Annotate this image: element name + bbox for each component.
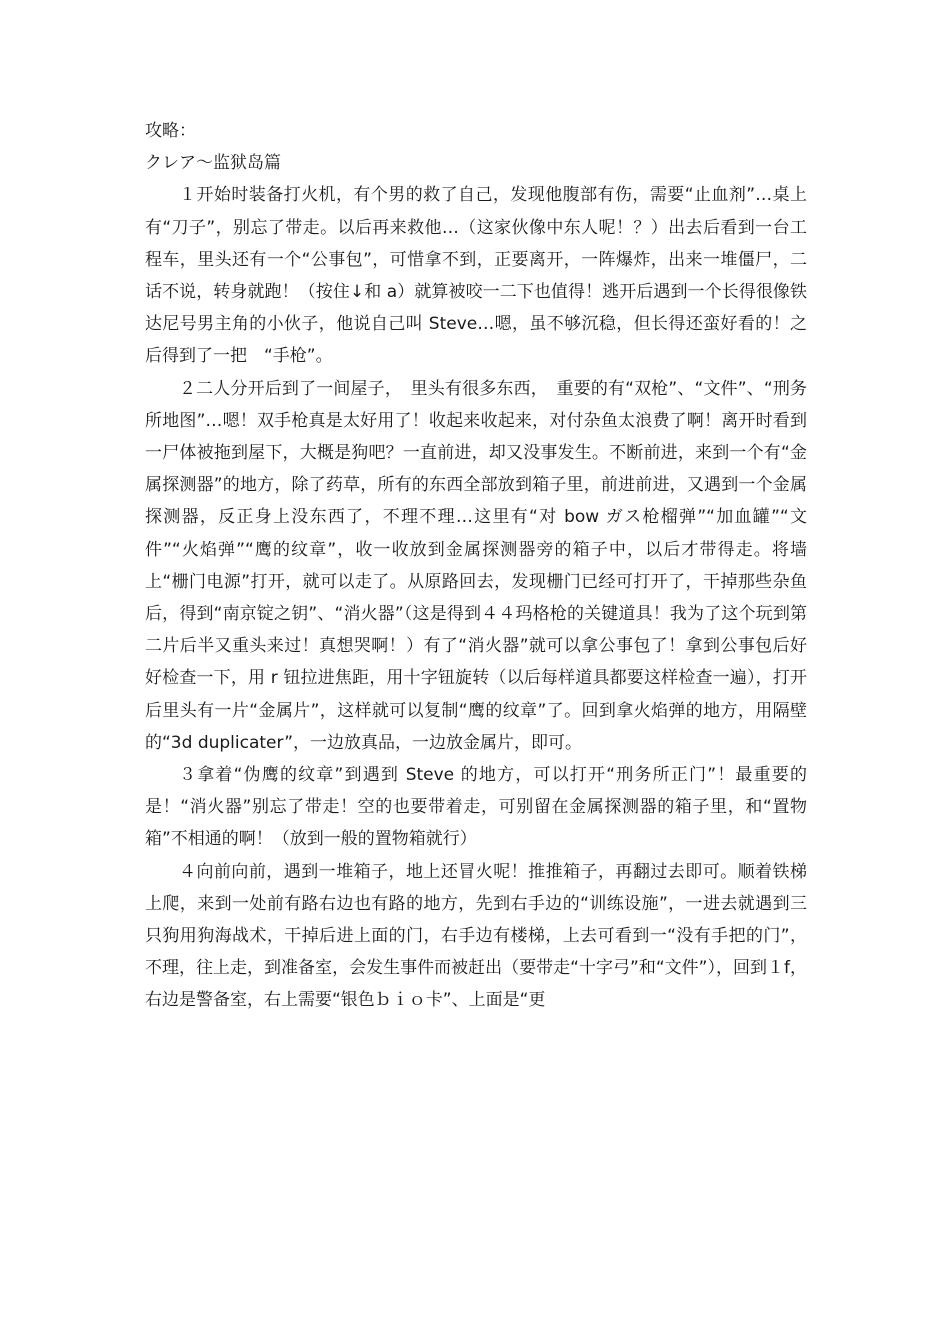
paragraph-1: １开始时装备打火机，有个男的救了自己，发现他腹部有伤，需要“止血剂”…桌上有“刀子”，别忘了带走。以后再来救他…（这家伙像中东人呢！？）出去后看到一台工程车，里头还有一个“公事包”，可惜拿不到，正要离开，一阵爆炸，出来一堆僵尸，二话不说，转身就跑！（按住↓和 a）就算被咬一二下也值得！逃开后遇到一个长得很像铁达尼号男主角的小伙子，他说自己叫 Steve…嗯，虽不够沉稳，但长得还蛮好看的！之后得到了一把 “手枪”。	[145, 185, 807, 367]
paragraph-4: ４向前向前，遇到一堆箱子，地上还冒火呢！推推箱子，再翻过去即可。顺着铁梯上爬，来到一处前有路右边也有路的地方，先到右手边的“训练设施”，一进去就遇到三只狗用狗海战术，干掉后进上面的门，右手边有楼梯，上去可看到一“没有手把的门”，不理，往上走，到准备室，会发生事件而被赶出（要带走“十字弓”和“文件”），回到１f，右边是警备室，右上需要“银色ｂｉｏ卡”、上面是“更	[145, 861, 807, 1011]
heading-section-title: クレア～监狱岛篇	[145, 153, 281, 174]
paragraph-2: ２二人分开后到了一间屋子， 里头有很多东西， 重要的有“双枪”、“文件”、“刑务所地图”…嗯！双手枪真是太好用了！收起来收起来，对付杂鱼太浪费了啊！离开时看到一尸体被拖到屋下，大概是狗吧？一直前进，却又没事发生。不断前进，来到一个有“金属探测器”的地方，除了药草，所有的东西全部放到箱子里，前进前进，又遇到一个金属探测器，反正身上没东西了，不理不理…这里有“对 bow ガス枪榴弹”“加血罐”“文件”“火焰弹”“鹰的纹章”，收一收放到金属探测器旁的箱子中，以后才带得走。将墙上“栅门电源”打开，就可以走了。从原路回去，发现栅门已经可打开了，干掉那些杂鱼后，得到“南京锭之钥”、“消火器”（这是得到４４玛格枪的关键道具！我为了这个玩到第二片后半又重头来过！真想哭啊！）有了“消火器”就可以拿公事包了！拿到公事包后好好检查一下，用 r 钮拉进焦距，用十字钮旋转（以后每样道具都要这样检查一遍），打开后里头有一片“金属片”，这样就可以复制“鹰的纹章”了。回到拿火焰弹的地方，用隔壁的“3d duplicater”，一边放真品，一边放金属片，即可。	[145, 378, 807, 753]
paragraph-3: ３拿着“伪鹰的纹章”到遇到 Steve 的地方，可以打开“刑务所正门”！最重要的是！“消火器”别忘了带走！空的也要带着走，可别留在金属探测器的箱子里，和“置物箱”不相通的啊！（放到一般的置物箱就行）	[145, 765, 807, 850]
document-body	[145, 115, 807, 1017]
heading-strategy: 攻略：	[145, 121, 196, 141]
